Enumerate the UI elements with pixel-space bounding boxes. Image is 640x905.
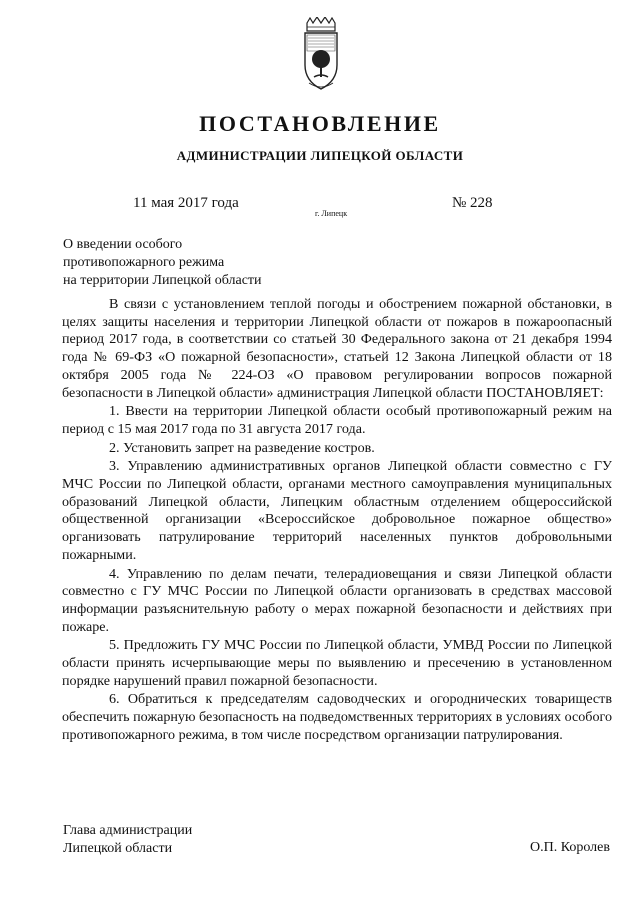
signatory-name: О.П. Королев [530, 840, 610, 855]
clause-paragraph: 6. Обратиться к председателям садоводческих и огороднических товариществ обеспечить пожарную безопасность на подведомственных территориях в условиях особого противопожарного режима, в том числе посредством организации патрулирования. [62, 691, 612, 743]
subject-line: на территории Липецкой области [63, 273, 262, 288]
document-date: 11 мая 2017 года [133, 195, 239, 211]
signatory-position-line: Глава администрации [63, 823, 193, 838]
coat-of-arms-icon [299, 17, 343, 97]
document-title: ПОСТАНОВЛЕНИЕ [199, 111, 441, 136]
clause-paragraph: 5. Предложить ГУ МЧС России по Липецкой области, УМВД России по Липецкой области принять исчерпывающие меры по выявлению и пресечению в установленном порядке нарушений правил пожарной безопасности. [62, 637, 612, 689]
clause-paragraph: 3. Управлению административных органов Липецкой области совместно с ГУ МЧС России по Липецкой области, органами местного самоуправления муниципальных образований Липецкой области, Липецким областным отделением общероссийской общественной организации «Всероссийское добровольное пожарное общество» организовать патрулирование территорий населенных пунктов добровольными пожарными. [62, 458, 612, 563]
document-number: № 228 [452, 195, 493, 211]
document-place: г. Липецк [315, 209, 348, 218]
signatory-position [63, 822, 192, 858]
clause-paragraph: 4. Управлению по делам печати, телерадиовещания и связи Липецкой области совместно с ГУ МЧС России по Липецкой области организовать в средствах массовой информации разъяснительную работу о мерах пожарной безопасности и действиях при пожаре. [62, 565, 612, 635]
issuing-authority: АДМИНИСТРАЦИИ ЛИПЕЦКОЙ ОБЛАСТИ [176, 148, 464, 163]
clause-paragraph: 1. Ввести на территории Липецкой области особый противопожарный режим на период с 15 мая 2017 года по 31 августа 2017 года. [62, 403, 612, 437]
signatory-position-line: Липецкой области [63, 841, 173, 856]
subject-line: О введении особого [63, 237, 183, 252]
document-subject [63, 236, 262, 290]
subject-line: противопожарного режима [63, 255, 225, 270]
preamble-paragraph: В связи с установлением теплой погоды и обострением пожарной обстановки, в целях защиты населения и территории Липецкой области от пожаров в пожароопасный период 2017 года, в соответствии со статьей 30 Федерального закона от 21 декабря 1994 года № 69-ФЗ «О пожарной безопасности», статьей 12 Закона Липецкой области от 18 октября 2005 года № 224-ОЗ «О правовом регулировании вопросов пожарной безопасности в Липецкой области» администрация Липецкой области ПОСТАНОВЛЯЕТ: [62, 296, 612, 401]
clause-paragraph: 2. Установить запрет на разведение костров. [109, 439, 375, 456]
document-body [62, 296, 612, 745]
